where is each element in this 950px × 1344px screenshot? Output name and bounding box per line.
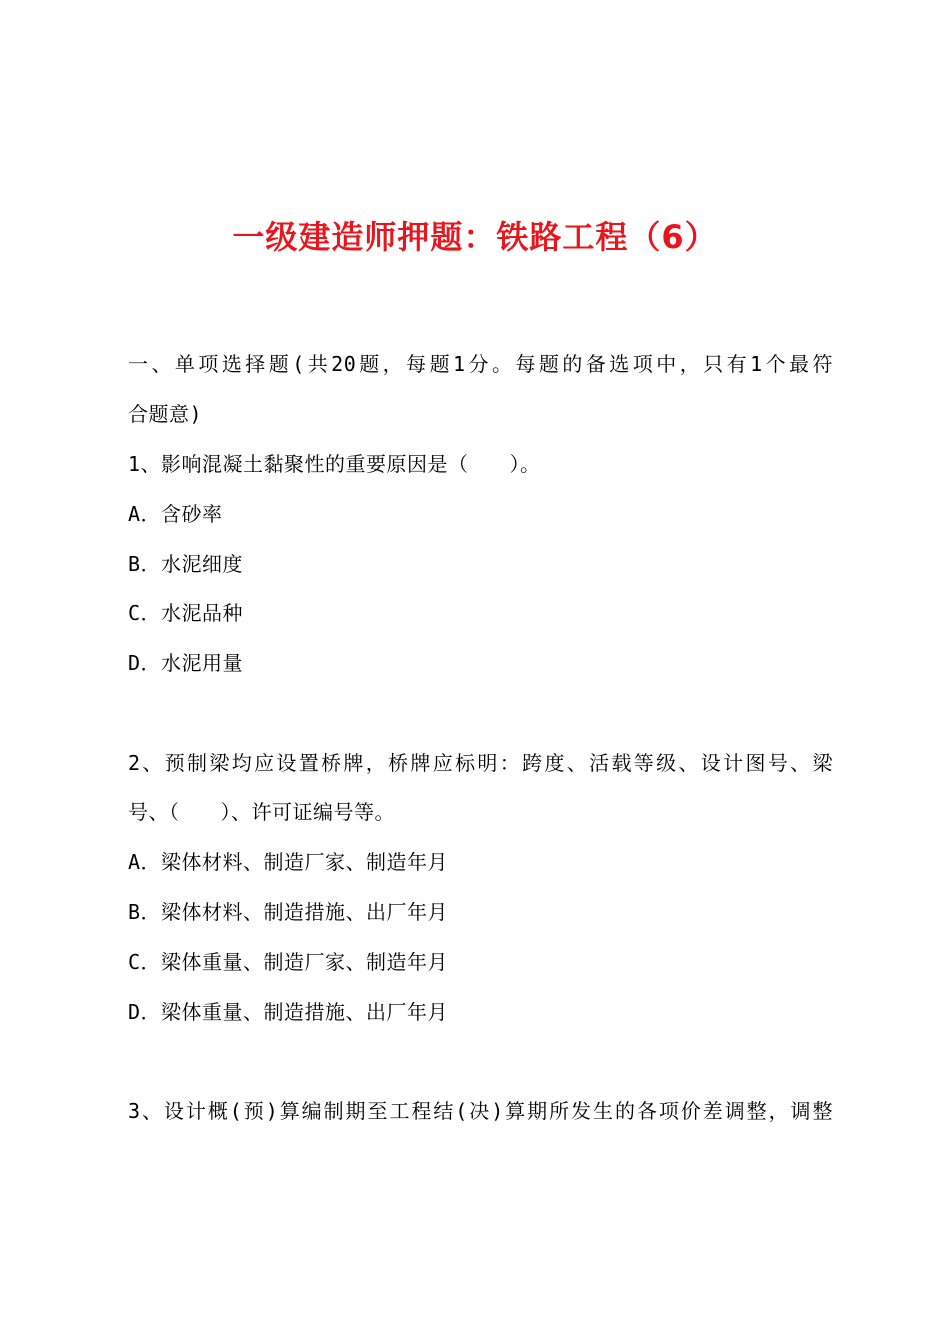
question-2-option-c: C．梁体重量、制造厂家、制造年月	[128, 950, 449, 974]
question-1-option-d: D．水泥用量	[128, 651, 244, 675]
question-2-option-a: A．梁体材料、制造厂家、制造年月	[128, 850, 449, 874]
question-2-option-d: D．梁体重量、制造措施、出厂年月	[128, 1000, 449, 1024]
question-2-option-b: B．梁体材料、制造措施、出厂年月	[128, 900, 449, 924]
question-1-option-b: B．水泥细度	[128, 552, 244, 576]
section-heading-line-1: 一、单项选择题(共20题，每题1分。每题的备选项中，只有1个最符	[128, 352, 833, 376]
question-2-stem-line-1: 2、预制梁均应设置桥牌，桥牌应标明：跨度、活载等级、设计图号、梁	[128, 751, 833, 775]
document-title: 一级建造师押题：铁路工程（6）	[232, 218, 718, 256]
section-heading-line-2: 合题意)	[128, 402, 203, 426]
question-1-option-c: C．水泥品种	[128, 601, 244, 625]
question-1-option-a: A．含砂率	[128, 502, 223, 526]
question-2-stem-line-2: 号、（ ）、许可证编号等。	[128, 800, 395, 824]
question-3-stem-line-1: 3、设计概(预)算编制期至工程结(决)算期所发生的各项价差调整，调整	[128, 1099, 833, 1123]
question-1-stem: 1、影响混凝土黏聚性的重要原因是（ ）。	[128, 452, 541, 476]
